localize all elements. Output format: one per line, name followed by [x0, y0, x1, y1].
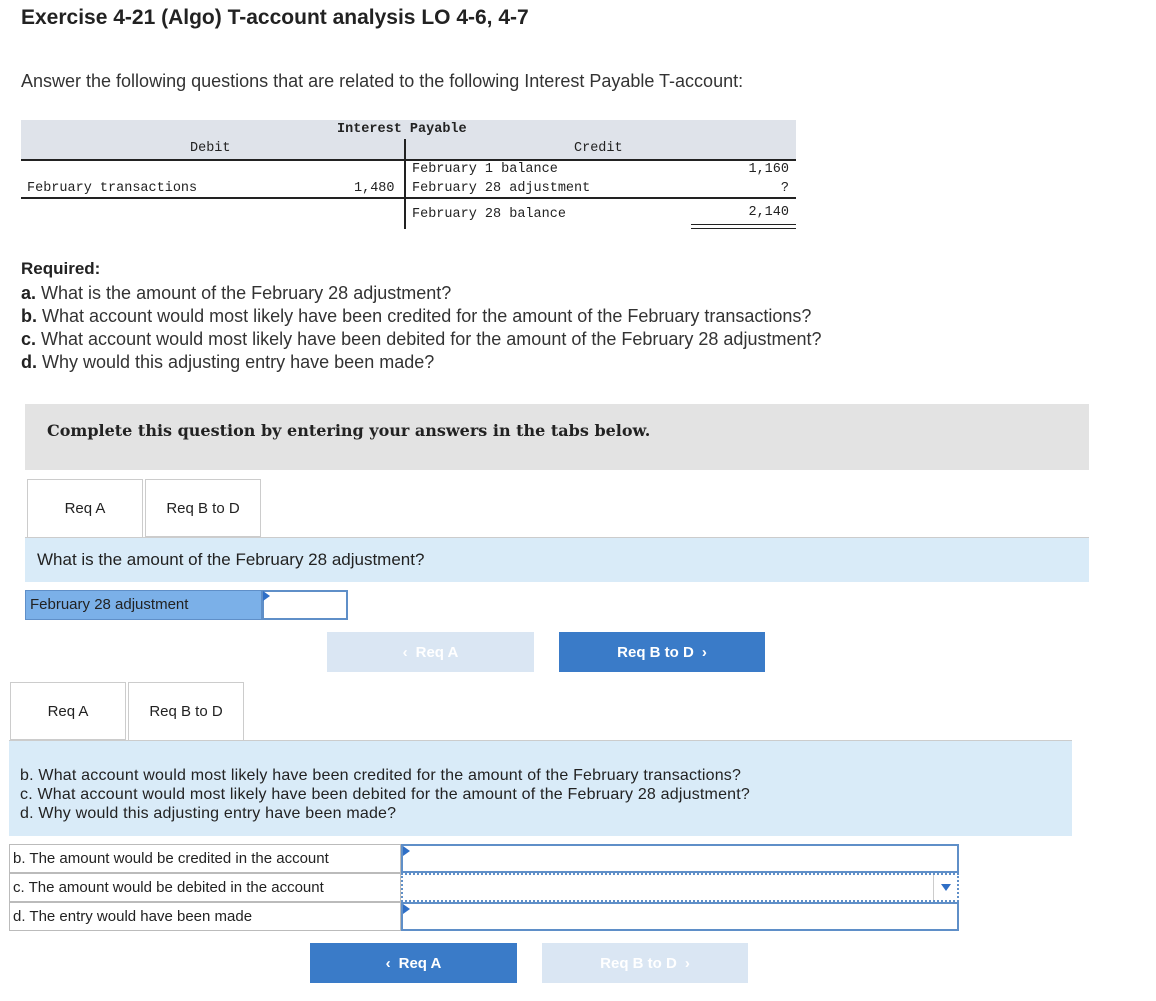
tab-label: Req B to D [166, 499, 240, 517]
double-underline [691, 228, 796, 229]
double-underline [691, 224, 796, 225]
credit-row-label: February 28 balance [412, 207, 566, 222]
input-flag-icon [263, 591, 270, 601]
answer-row-label: d. The entry would have been made [9, 902, 401, 931]
credit-row-value: ? [780, 181, 789, 196]
t-account-title: Interest Payable [337, 122, 467, 137]
credit-row-value: 2,140 [748, 205, 789, 220]
input-flag-icon [403, 904, 410, 914]
answer-row-label: b. The amount would be credited in the account [9, 844, 401, 873]
instruction-text: Complete this question by entering your answers in the tabs below. [47, 421, 651, 440]
tab-label: Req A [64, 500, 106, 517]
question-text: b. What account would most likely have been credited for the amount of the February transactions? [20, 767, 742, 784]
tab-req-a[interactable] [27, 479, 143, 538]
tab-req-b-to-d[interactable] [145, 479, 261, 537]
debit-label: February transactions [27, 181, 198, 196]
button-label: Req B to D [600, 954, 677, 972]
answer-row-label: c. The amount would be debited in the account [9, 873, 401, 902]
credit-row-label: February 28 adjustment [412, 181, 591, 196]
prev-req-a-button[interactable] [310, 943, 517, 983]
question-text: What is the amount of the February 28 adjustment? [37, 550, 425, 569]
tab-label: Req A [47, 702, 89, 720]
button-label: Req A [398, 954, 442, 972]
credit-row-label: February 1 balance [412, 162, 558, 177]
chevron-down-icon[interactable] [933, 875, 957, 900]
chevron-right-icon: › [701, 643, 707, 661]
debited-account-select[interactable] [401, 873, 959, 902]
input-flag-icon [403, 846, 410, 856]
chevron-right-icon: › [684, 954, 690, 972]
tab-req-b-to-d[interactable] [128, 682, 244, 741]
february-28-adjustment-input[interactable] [262, 590, 348, 620]
required-item-c: c. What account would most likely have been debited for the amount of the February 28 adjustment? [21, 329, 822, 349]
credit-row-value: 1,160 [748, 162, 789, 177]
t-account-total-rule [21, 197, 796, 199]
answer-label: February 28 adjustment [25, 590, 262, 620]
required-item-b: b. What account would most likely have been credited for the amount of the February transactions? [21, 306, 812, 326]
tab-label: Req B to D [149, 703, 223, 720]
tab-req-a[interactable] [10, 682, 126, 740]
debit-header: Debit [190, 141, 231, 156]
t-account-horizontal-rule [21, 159, 796, 161]
credited-account-input[interactable] [401, 844, 959, 873]
required-item-d: d. Why would this adjusting entry have been made? [21, 352, 435, 372]
entry-reason-input[interactable] [401, 902, 959, 931]
next-req-b-to-d-button[interactable] [559, 632, 765, 672]
chevron-left-icon: ‹ [385, 954, 391, 972]
button-label: Req B to D [617, 643, 694, 661]
question-text: c. What account would most likely have been debited for the amount of the February 28 adjustment? [20, 786, 751, 803]
question-text: d. Why would this adjusting entry have been made? [20, 805, 397, 822]
t-account-vertical-rule [404, 139, 406, 229]
page-title: Exercise 4-21 (Algo) T-account analysis LO 4-6, 4-7 [21, 6, 529, 29]
prev-req-a-button[interactable] [327, 632, 534, 672]
button-label: Req A [415, 643, 459, 661]
credit-header: Credit [574, 141, 623, 156]
chevron-left-icon: ‹ [402, 643, 408, 661]
intro-text: Answer the following questions that are related to the following Interest Payable T-account: [21, 71, 744, 91]
debit-value: 1,480 [354, 181, 395, 196]
required-heading: Required: [21, 259, 101, 278]
next-req-b-to-d-button[interactable] [542, 943, 748, 983]
required-item-a: a. What is the amount of the February 28 adjustment? [21, 283, 452, 303]
